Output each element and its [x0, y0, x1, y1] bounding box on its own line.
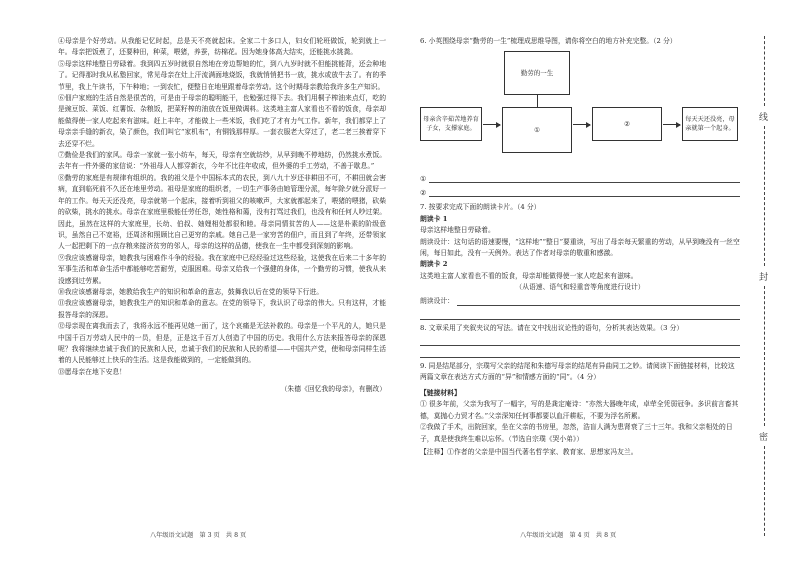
binding-margin — [758, 36, 772, 536]
card-1-title: 朗读卡 1 — [420, 214, 448, 223]
paragraph-11: ⑪我应该感谢母亲，她教我生产的知识和革命的意志。在党的领导下，我认识了母亲的伟大。只有这样，才能报答母亲的深恩。 — [58, 299, 386, 319]
answer-label-1: ① — [420, 175, 427, 183]
side-mark-line: 线 — [759, 113, 769, 123]
paragraph-7: ⑦勤俭是我们的家风。母亲一家就一张小纺车，每天，母亲有空就纺纱，从早到晚不停地纺，仍然挑水煮饭。去年有一件外婆的家信说：“外祖母人人都穿新衣，今年不比往年收成，但外婆的手工劳动，不善于歇息。” — [58, 151, 386, 171]
link-material-1: ① 很多年前，父亲为我写了一幅字，写的是龚定庵诗：“亦然大器晚年成，卓荦全凭弱冠争。多识前言畜其德，莫抛心力贸才名。”父亲深知任何事都要以血汗耕耘，不要为浮名所累。 — [420, 400, 739, 420]
source-citation: （朱德《回忆我的母亲》，有删改） — [280, 385, 386, 394]
card-2-design-label: 朗读设计： — [420, 297, 454, 306]
arrow-3 — [663, 124, 680, 125]
mind-map — [420, 49, 740, 167]
answer-line-2[interactable] — [420, 185, 740, 199]
dash-line-4 — [764, 446, 765, 536]
dash-line-3 — [764, 286, 765, 426]
paragraph-13: ⑬愿母亲在地下安息！ — [58, 367, 126, 376]
paragraph-9: ⑨我应该感谢母亲，她教我与困难作斗争的经验。我在家庭中已经经验过这些经验，这使我在后来二十多年的军事生活和革命生活中都能够吃苦耐劳，克服困难。母亲又给我一个强健的身体，一个勤劳的习惯，使我从来没感到过劳累。 — [58, 253, 386, 285]
paragraph-6: ⑥佃户家庭的生活自然是很苦的，可是由于母亲的聪明能干，也勉强过得下去。我们用桐子榨油来点灯，吃的是豌豆饭、菜饭、红薯饭、杂粮饭，把菜籽榨的油放在饭里做调料。这类地主富人家看也不看的饭食，母亲却能做得使一家人吃起来有滋味。赶上丰年，才能做上一些米饭，我们吃了才有力气工作。新年，我们都穿上了母亲亲手缝的新衣，染了颜色，我们叫它“家机布”，有铜钱那样厚。一套衣服老大穿过了，老二老三挨着穿下去还穿不烂。 — [58, 94, 386, 148]
card-1-design: 朗读设计：这句话的语速要慢，“这样地”“整日”要重读，写出了母亲每天繁重的劳动，从早到晚没有一丝空闲，每日如此，没有一天例外。表达了作者对母亲的敬重和感激。 — [420, 237, 740, 258]
note: 【注释】①作者的父亲是中国当代著名哲学家、教育家、思想家冯友兰。 — [420, 447, 638, 456]
mind-map-left-box: 母亲含辛茹苦地养育子女，支撑家庭。 — [420, 107, 482, 141]
mind-map-blank-1[interactable]: ① — [502, 107, 572, 153]
arrow-2 — [573, 124, 590, 125]
arrow-1 — [483, 124, 500, 125]
mind-map-right-box: 每天天还没亮，母亲就第一个起身。 — [682, 107, 738, 141]
link-title: 【链接材料】 — [420, 388, 461, 397]
card-2-hint: （从语速、语气和轻重音等角度进行设计） — [515, 283, 645, 292]
card-2-title: 朗读卡 2 — [420, 260, 448, 269]
link-material-2: ②我做了手术，出院回家，坐在父亲的书房里，忽然，浩盲人满为患肾衰了三十三年。我和父亲相处的日子，真是使我终生难以忘怀。（节选自宗璞《哭小弟》） — [420, 423, 733, 443]
answer-label-2: ② — [420, 189, 427, 197]
question-7: 7. 按要求完成下面的朗读卡片。（4 分） — [420, 203, 541, 212]
answer-line-1[interactable] — [420, 171, 740, 185]
question-6: 6. 小英围绕母亲“勤劳的一生”梳理成思维导图，请你将空白的地方补充完整。（2 分） — [420, 37, 677, 45]
right-page-footer: 八年级语文试题 第 4 页 共 8 页 — [520, 532, 617, 539]
dash-line-1 — [764, 36, 765, 106]
answer-line-5[interactable] — [420, 348, 740, 358]
left-page-footer: 八年级语文试题 第 3 页 共 8 页 — [150, 532, 247, 539]
paragraph-4: ④母亲是个好劳动。从我能记忆时起，总是天不亮就起床。全家二十多口人，妇女们轮班做饭，轮到就上一年。母亲把饭煮了，还要种田，种菜，喂猪，养蚕，纺棉花。因为她身体高大结实，还能挑水挑粪。 — [58, 37, 386, 57]
connector-line — [537, 95, 538, 107]
mind-map-center: 勤劳的一生 — [504, 51, 570, 95]
card-2-design-line[interactable] — [420, 294, 740, 308]
paragraph-10: ⑩我应该感谢母亲，她教给我生产的知识和革命的意志，鼓舞我以后在党的领导下行进。 — [58, 287, 324, 296]
question-8: 8. 文章采用了夹叙夹议的写法。请在文中找出议论性的语句，分析其表达效果。（3 分） — [420, 323, 684, 332]
paragraph-12: ⑫母亲现在离我而去了，我将永远不能再见她一面了，这个哀痛是无法补救的。母亲是一个平凡的人，她只是中国千百万劳动人民中的一员，但是，正是这千百万人创造了中国的历史。我用什么方法来报答母亲的深恩呢？我将继续忠诚于我们的民族和人民，忠诚于我们的民族和人民的希望——中国共产党，使和母亲同样生活着的人民能够过上快乐的生活。这是我能做到的，一定能做到的。 — [58, 322, 386, 365]
card-1-text: 母亲这样地整日劳碌着。 — [420, 226, 495, 235]
mind-map-blank-2[interactable]: ② — [592, 107, 662, 141]
left-page — [58, 36, 386, 402]
paragraph-8: ⑧勤劳的家庭是有规律有组织的。我的祖父是个中国标本式的农民，到八九十岁还非耕田不可，不耕田就会害病，直到临死前不久还在地里劳动。祖母是家庭的组织者，一切生产事务由她管理分派，每年除夕就分派好一年的工作。每天天还没亮，母亲就第一个起床，接着听到祖父的咳嗽声，大家就都起来了，喂猪的喂猪，砍柴的砍柴，挑水的挑水。母亲在家庭里极能任劳任怨，她性格和蔼，没有打骂过我们，也没有和任何人吵过架。因此，虽然在这样的大家庭里，长幼、伯叔、妯娌相处都很和睦。母亲同情贫苦的人——这是朴素的阶级意识，虽然自己不宽裕，还周济和照顾比自己更穷的亲戚。她自己是一家穷苦的佃户，而且到了年终，还带领家人一起把剩下的一点存粮来接济贫穷的邻人，母亲的这样的品德，使我在一生中都受到深刻的影响。 — [58, 173, 386, 251]
question-9: 9. 同是结尾部分，宗璞写父亲的结尾和朱德写母亲的结尾有异曲同工之妙。请阅读下面链接材料，比较这两篇文章在表达方式方面的“异”和情感方面的“同”。（4 分） — [420, 362, 735, 382]
answer-line-4[interactable] — [420, 336, 740, 346]
dash-line-2 — [764, 126, 765, 266]
card-2-text: 这类地主富人家看也不看的饭食，母亲却能做得使一家人吃起来有滋味。 — [420, 271, 638, 280]
side-mark-seal: 封 — [759, 273, 769, 283]
paragraph-5: ⑤母亲这样地整日劳碌着。我到四五岁时就很自然地在旁边帮她的忙，到八九岁时就不但能挑能背，还会种地了。记得那时我从私塾回家，常见母亲在灶上汗流满面地烧饭，我就悄悄把书一放，挑水或放牛去了。有的季节里，我上午读书，下午种地；一到农忙，便整日在地里跟着母亲劳动。这个时期母亲教给我许多生产知识。 — [58, 59, 386, 91]
answer-line-3[interactable] — [420, 310, 740, 320]
side-mark-secret: 密 — [759, 433, 769, 443]
right-page — [420, 36, 740, 458]
